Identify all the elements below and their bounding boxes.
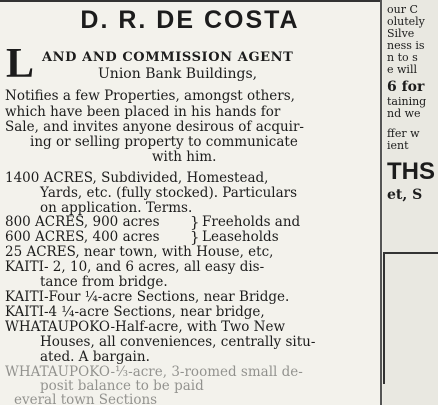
adjacent-column-fragment [383,0,438,405]
listing-leaseholds: Leaseholds [202,229,279,245]
listing-600-acres: 600 ACRES, 400 acres [5,229,160,245]
listing-1400-acres: 1400 ACRES, Subdivided, Homestead, [5,170,269,186]
fragment-text: nd we [387,107,421,120]
listing-kaiti-3: KAITI-4 ¼-acre Sections, near bridge, [5,304,265,320]
listing-kaiti-2: KAITI-Four ¼-acre Sections, near Bridge. [5,289,290,305]
listing-800-acres: 800 ACRES, 900 acres [5,214,160,230]
fragment-text: ient [387,139,409,152]
listing-kaiti-1-cont: tance from bridge. [40,274,168,290]
advertiser-name: D. R. DE COSTA [80,6,300,34]
brace-glyph: } [190,228,200,246]
fragment-text: n to s [387,51,418,64]
listing-freeholds: Freeholds and [202,214,301,230]
fragment-text: e will [387,63,417,76]
intro-line-1: Notifies a few Properties, amongst others, [5,88,295,104]
fragment-text: ness is [387,39,425,52]
adjacent-box-frame [383,252,438,384]
listing-whataupoko-2-cont: posit balance to be paid [40,378,204,394]
intro-line-4: ing or selling property to communicate [30,134,298,150]
fragment-text: ffer w [387,127,420,140]
drop-cap: L [6,41,35,87]
intro-line-5: with him. [152,149,217,165]
intro-line-3: Sale, and invites anyone desirous of acquir- [5,119,304,135]
top-rule [0,0,380,2]
fragment-text: Silve [387,27,415,40]
fragment-heading: THS [387,158,435,185]
listing-whataupoko-2: WHATAUPOKO-⅓-acre, 3-roomed small de- [5,364,303,380]
listing-whataupoko-1-cont-1: Houses, all conveniences, centrally situ- [40,334,316,350]
address-line: Union Bank Buildings, [98,66,258,82]
fragment-text: taining [387,95,427,108]
listing-kaiti-1: KAITI- 2, 10, and 6 acres, all easy dis- [5,259,265,275]
fragment-text: 6 for [387,79,425,95]
fragment-text: olutely [387,15,425,28]
column-rule [380,0,382,405]
listing-whataupoko-1-cont-2: ated. A bargain. [40,349,150,365]
brace-glyph: } [190,213,200,231]
listing-1400-acres-cont-1: Yards, etc. (fully stocked). Particulars [40,185,298,201]
agent-title-line: AND AND COMMISSION AGENT [42,50,294,65]
listing-1400-acres-cont-2: on application. Terms. [40,200,193,216]
fragment-text: et, S [387,187,423,203]
listing-town-sections: everal town Sections [14,392,158,405]
listing-25-acres: 25 ACRES, near town, with House, etc, [5,244,274,260]
listing-whataupoko-1: WHATAUPOKO-Half-acre, with Two New [5,319,286,335]
intro-line-2: which have been placed in his hands for [5,104,281,120]
fragment-text: our C [387,3,418,16]
